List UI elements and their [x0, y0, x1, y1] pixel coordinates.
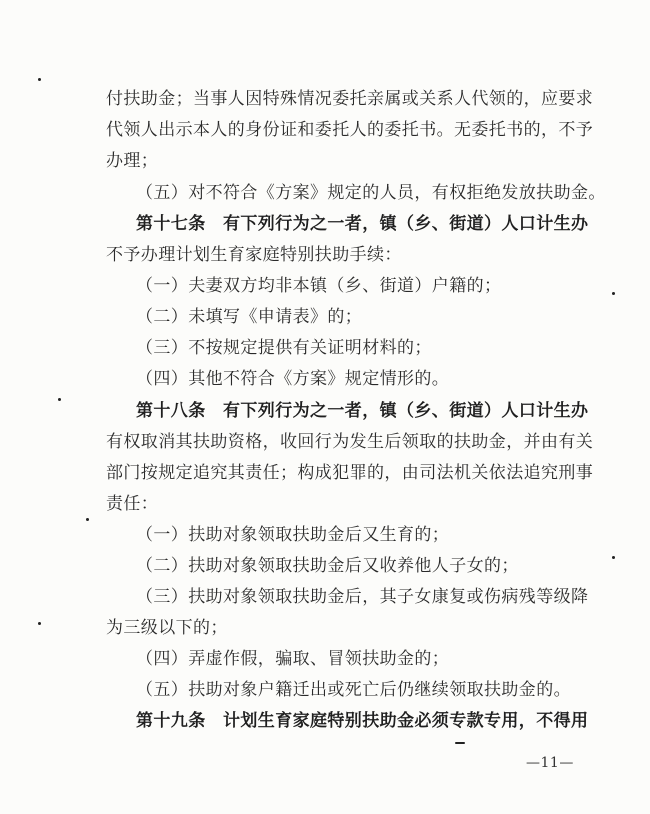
scan-speck [38, 78, 41, 81]
scan-speck [612, 292, 615, 295]
text-line-12: 有权取消其扶助资格，收回行为发生后领取的扶助金，并由有关 [106, 432, 594, 452]
text-line-9: （三）不按规定提供有关证明材料的； [136, 338, 432, 358]
text-line-7: （一）夫妻双方均非本镇（乡、街道）户籍的； [136, 276, 502, 296]
scan-speck [86, 518, 89, 521]
text-line-14: 责任： [106, 494, 159, 514]
text-line-4: （五）对不符合《方案》规定的人员，有权拒绝发放扶助金。 [136, 183, 606, 203]
scan-speck [58, 398, 61, 401]
text-line-1: 付扶助金；当事人因特殊情况委托亲属或关系人代领的，应要求 [106, 89, 594, 109]
text-line-6: 不予办理计划生育家庭特别扶助手续： [106, 245, 402, 265]
article-18-heading: 第十八条 有下列行为之一者，镇（乡、街道）人口计生办 [136, 401, 589, 421]
text-line-18: 为三级以下的； [106, 618, 228, 638]
text-line-3: 办理； [106, 151, 159, 171]
scan-speck [455, 742, 465, 744]
text-line-20: （五）扶助对象户籍迁出或死亡后仍继续领取扶助金的。 [136, 680, 571, 700]
text-line-17: （三）扶助对象领取扶助金后，其子女康复或伤病残等级降 [136, 587, 589, 607]
text-line-15: （一）扶助对象领取扶助金后又生育的； [136, 525, 450, 545]
page-number: —11— [526, 755, 574, 771]
text-line-8: （二）未填写《申请表》的； [136, 307, 363, 327]
scan-speck [38, 622, 41, 625]
article-19-heading: 第十九条 计划生育家庭特别扶助金必须专款专用，不得用 [136, 711, 589, 731]
text-line-13: 部门按规定追究其责任；构成犯罪的，由司法机关依法追究刑事 [106, 463, 594, 483]
scan-speck [612, 556, 615, 559]
text-line-2: 代领人出示本人的身份证和委托人的委托书。无委托书的，不予 [106, 120, 594, 140]
text-line-16: （二）扶助对象领取扶助金后又收养他人子女的； [136, 556, 519, 576]
text-line-19: （四）弄虚作假，骗取、冒领扶助金的； [136, 649, 450, 669]
article-17-heading: 第十七条 有下列行为之一者，镇（乡、街道）人口计生办 [136, 214, 589, 234]
text-line-10: （四）其他不符合《方案》规定情形的。 [136, 369, 450, 389]
